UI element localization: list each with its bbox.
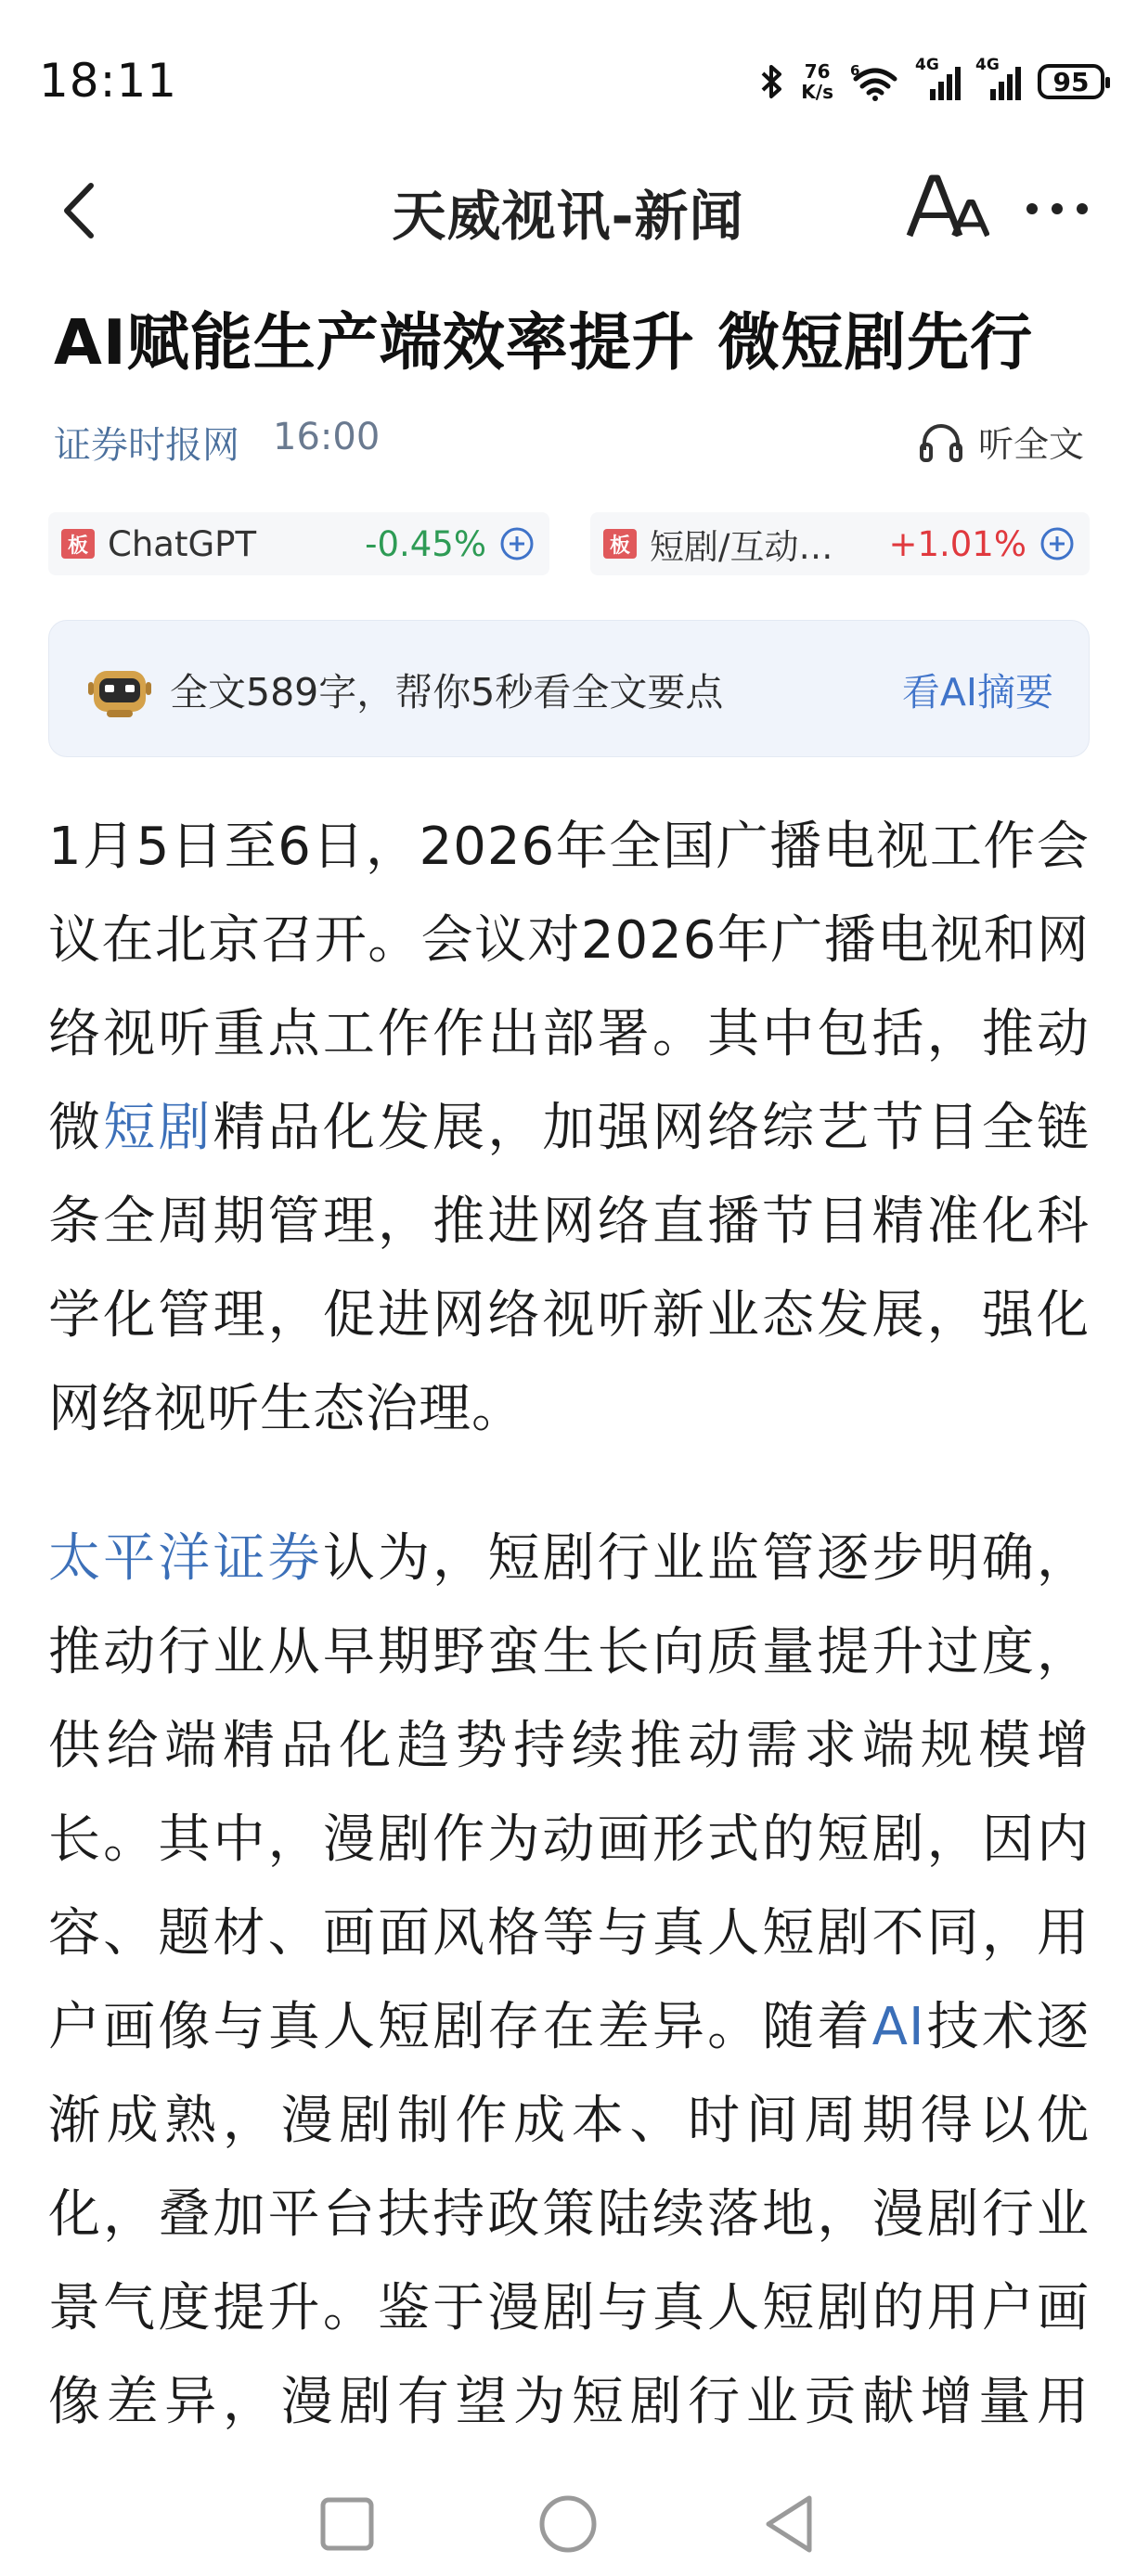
net-speed: 76 K/s bbox=[801, 60, 833, 103]
stock-tag[interactable] bbox=[48, 512, 549, 575]
more-icon[interactable] bbox=[1025, 186, 1090, 232]
back-nav-icon[interactable] bbox=[763, 2494, 815, 2554]
keyword-link[interactable]: 短剧 bbox=[103, 1098, 213, 1158]
ai-summary-text: 全文589字，帮你5秒看全文要点 bbox=[170, 670, 724, 715]
ai-summary-link[interactable]: 看AI摘要 bbox=[901, 670, 1053, 715]
keyword-link[interactable]: 太平洋证券 bbox=[48, 1528, 323, 1589]
tag-name: 短剧/互动… bbox=[650, 527, 833, 567]
battery-icon: 95 bbox=[1038, 64, 1104, 99]
bluetooth-icon bbox=[760, 63, 784, 100]
listen-button[interactable] bbox=[919, 416, 1084, 467]
article-headline: AI赋能生产端效率提升 微短剧先行 bbox=[54, 306, 1034, 379]
tag-change: +1.01% bbox=[888, 523, 1026, 564]
ai-robot-icon bbox=[84, 654, 155, 725]
wifi-icon bbox=[850, 62, 900, 101]
paragraph: 太平洋证券认为，短剧行业监管逐步明确，推动行业从早期野蛮生长向质量提升过度，供给端精品化趋势持续推动需求端规模增长。其中，漫剧作为动画形式的短剧，因内容、题材、画面风格等与真人短剧不同，用户画像与真人短剧存在差异。随着AI技术逐渐成熟，漫剧制作成本、时间周期得以优化，叠加平台扶持政策陆续落地，漫剧行业景气度提升。鉴于漫剧与真人短剧的用户画像差异，漫剧有望为短剧行业贡献增量用 bbox=[48, 1528, 1091, 2432]
article-meta bbox=[54, 416, 380, 469]
status-time: 18:11 bbox=[39, 54, 178, 108]
headphones-icon bbox=[919, 420, 963, 463]
svg-text:6: 6 bbox=[850, 62, 860, 79]
tag-change: -0.45% bbox=[365, 523, 486, 564]
article-body bbox=[48, 800, 1090, 2543]
ai-summary-box[interactable] bbox=[48, 620, 1090, 757]
font-size-icon[interactable] bbox=[906, 171, 989, 245]
home-icon[interactable] bbox=[538, 2494, 598, 2554]
status-bar bbox=[0, 0, 1136, 167]
keyword-link[interactable]: AI bbox=[871, 1997, 925, 2057]
listen-label: 听全文 bbox=[977, 424, 1084, 465]
board-badge: 板 bbox=[603, 529, 637, 559]
nav-title: 天威视讯-新闻 bbox=[392, 185, 744, 248]
add-icon[interactable] bbox=[1039, 526, 1075, 561]
recents-icon[interactable] bbox=[319, 2496, 375, 2552]
article-time: 16:00 bbox=[273, 416, 381, 458]
stock-tags bbox=[48, 512, 1090, 575]
article-source[interactable]: 证券时报网 bbox=[54, 424, 239, 467]
nav-bar bbox=[0, 158, 1136, 260]
stock-tag[interactable] bbox=[590, 512, 1090, 575]
board-badge: 板 bbox=[61, 529, 95, 559]
paragraph: 1月5日至6日，2026年全国广播电视工作会议在北京召开。会议对2026年广播电视和网络视听重点工作作出部署。其中包括，推动微短剧精品化发展，加强网络综艺节目全链条全周期管理，推进网络直播节目精准化科学化管理，促进网络视听新业态发展，强化网络视听生态治理。 bbox=[48, 817, 1091, 1439]
tag-name: ChatGPT bbox=[108, 523, 257, 564]
signal-icon-1: 4G bbox=[917, 63, 961, 100]
add-icon[interactable] bbox=[499, 526, 535, 561]
system-nav-bar bbox=[0, 2468, 1136, 2576]
signal-icon-2: 4G bbox=[977, 63, 1021, 100]
status-icons bbox=[760, 56, 1104, 108]
